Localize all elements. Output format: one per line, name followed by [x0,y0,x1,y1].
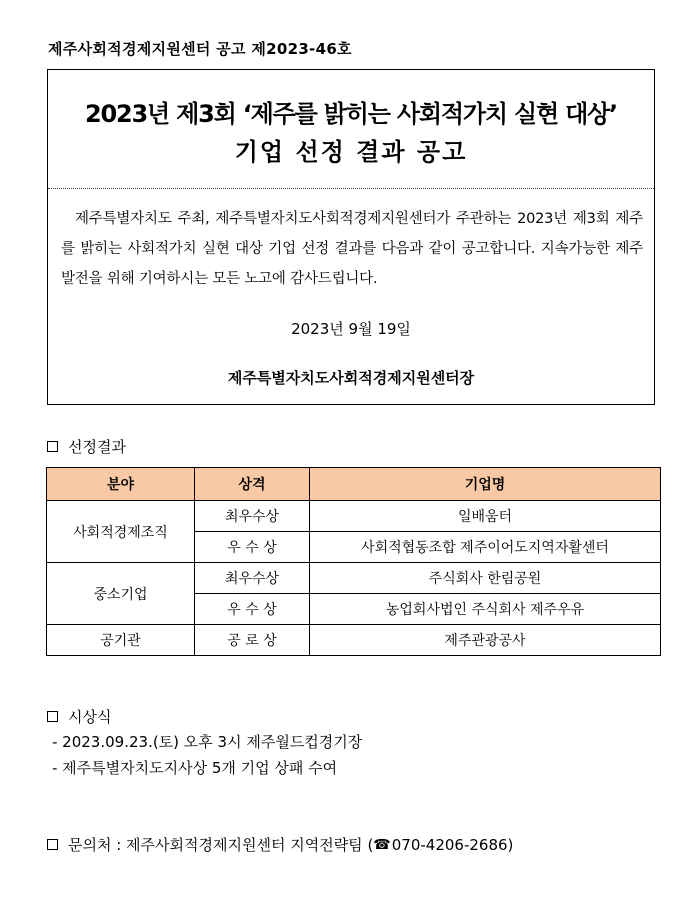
company-cell: 사회적협동조합 제주이어도지역자활센터 [310,532,661,563]
ceremony-detail-date: - 2023.09.23.(토) 오후 3시 제주월드컵경기장 [52,733,363,751]
award-cell: 우 수 상 [195,532,310,563]
company-cell: 제주관광공사 [310,625,661,656]
ceremony-heading-label: 시상식 [68,708,112,726]
checkbox-icon [47,839,58,850]
company-cell: 농업회사법인 주식회사 제주우유 [310,594,661,625]
field-cell: 사회적경제조직 [47,501,195,563]
award-cell: 공 로 상 [195,625,310,656]
table-row [47,625,661,656]
contact-phone: 070-4206-2686) [391,835,514,854]
dotted-divider [48,188,654,189]
contact-label: 문의처 : 제주사회적경제지원센터 지역전략팀 ( [68,836,374,854]
notice-body: 제주특별자치도 주최, 제주특별자치도사회적경제지원센터가 주관하는 2023년 제3회 제주를 밝히는 사회적가치 실현 대상 기업 선정 결과를 다음과 같이 공고합니다. 지속가능한 제주 발전을 위해 기여하시는 모든 노고에 감사드립니다. [61,211,643,287]
ceremony-detail-award: - 제주특별자치도지사상 5개 기업 상패 수여 [52,759,338,777]
notice-box [47,69,655,405]
notice-signer: 제주특별자치도사회적경제지원센터장 [227,369,475,387]
checkbox-icon [47,441,58,452]
field-cell: 공기관 [47,625,195,656]
field-cell: 중소기업 [47,563,195,625]
notice-subtitle: 기업 선정 결과 공고 [234,138,468,166]
column-header-field: 분야 [47,468,195,501]
notice-title: 2023년 제3회 ‘제주를 밝히는 사회적가치 실현 대상’ [85,100,617,128]
results-heading-label: 선정결과 [68,438,126,456]
results-table [46,467,661,656]
award-cell: 최우수상 [195,563,310,594]
award-cell: 최우수상 [195,501,310,532]
checkbox-icon [47,711,58,722]
column-header-company: 기업명 [310,468,661,501]
document-number: 제주사회적경제지원센터 공고 제2023-46호 [48,40,352,58]
award-cell: 우 수 상 [195,594,310,625]
results-heading [47,436,126,457]
ceremony-heading [47,706,111,727]
contact-line [47,834,513,855]
notice-date: 2023년 9월 19일 [291,320,411,338]
company-cell: 주식회사 한림공원 [310,563,661,594]
company-cell: 일배움터 [310,501,661,532]
table-row [47,563,661,594]
table-row [47,501,661,532]
table-header-row [47,468,661,501]
column-header-award: 상격 [195,468,310,501]
phone-icon: ☎ [373,836,391,853]
